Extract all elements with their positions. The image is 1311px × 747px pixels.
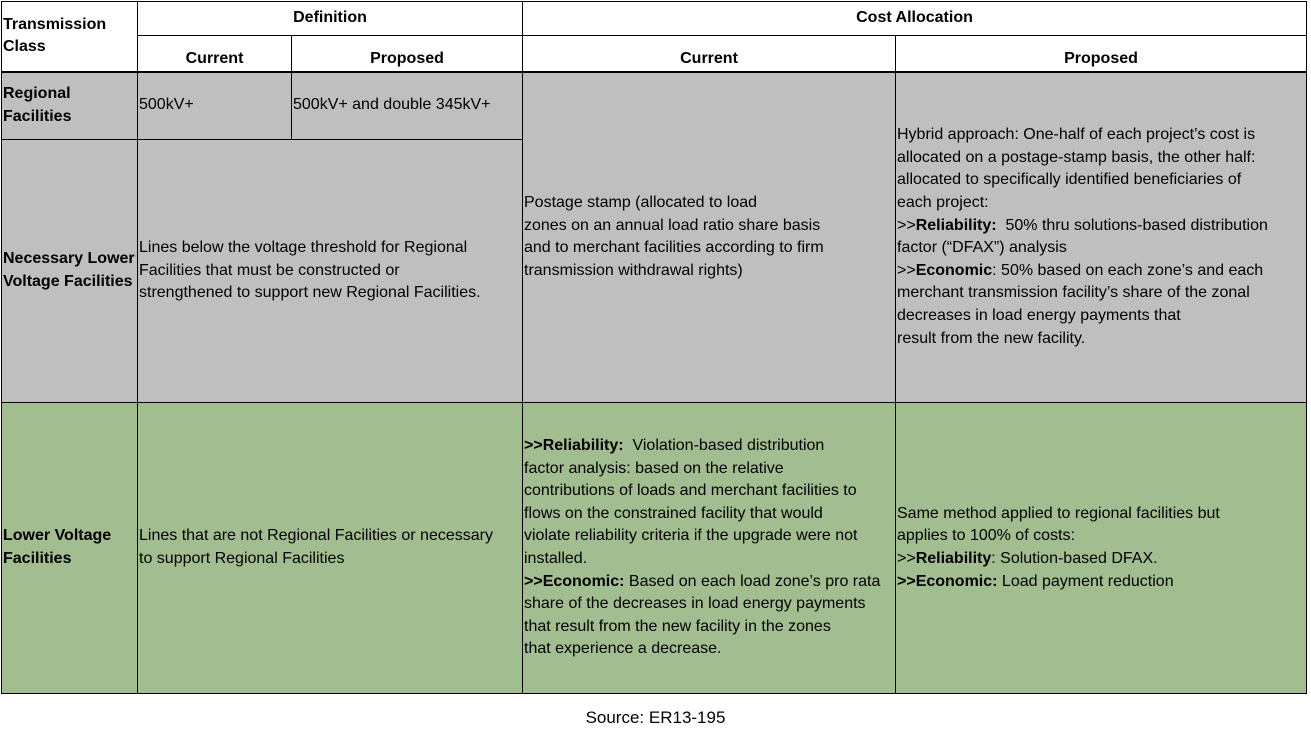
row-label-regional-facilities: Regional Facilities <box>2 72 138 140</box>
header-cost-proposed: Proposed <box>896 36 1307 72</box>
economic-label: Economic <box>915 261 993 279</box>
regional-definition-proposed: 500kV+ and double 345kV+ <box>292 72 523 140</box>
source-caption: Source: ER13-195 <box>585 708 726 727</box>
lower-voltage-cost-proposed: Same method applied to regional facilities but applies to 100% of costs: >>Reliability: Solution-based DFAX. >>Economic: Load payment reduction <box>896 403 1307 694</box>
transmission-cost-table <box>1 1 1307 694</box>
row-label-lower-voltage: Lower Voltage Facilities <box>2 403 138 694</box>
necessary-lower-definition: Lines below the voltage threshold for Regional Facilities that must be constructed or strengthened to support new Regional Facilities. <box>138 140 523 403</box>
header-definition-current: Current <box>138 36 292 72</box>
lower-voltage-definition: Lines that are not Regional Facilities or necessary to support Regional Facilities <box>138 403 523 694</box>
header-definition-proposed: Proposed <box>292 36 523 72</box>
shared-cost-proposed: Hybrid approach: One-half of each project’s cost is allocated on a postage-stamp basis, the other half: allocated to specifically identified beneficiaries of each project: >>Reliability: 50% thru solutions-based distribution factor (“DFAX”) analysis >>Economic: 50% based on each zone’s and each merchant transmission facility’s share of the zonal decreases in load energy payments that result from the new facility. <box>896 72 1307 403</box>
shared-cost-current: Postage stamp (allocated to load zones on an annual load ratio share basis and to merchant facilities according to firm transmission withdrawal rights) <box>523 72 896 403</box>
header-cost-current: Current <box>523 36 896 72</box>
header-cost-allocation: Cost Allocation <box>523 2 1307 36</box>
row-label-necessary-lower-voltage: Necessary Lower Voltage Facilities <box>2 140 138 403</box>
regional-definition-current: 500kV+ <box>138 72 292 140</box>
header-transmission-class: Transmission Class <box>2 2 138 72</box>
lower-voltage-cost-current: >>Reliability: Violation-based distribution factor analysis: based on the relative contributions of loads and merchant facilities to flows on the constrained facility that would violate reliability criteria if the upgrade were not installed. >>Economic: Based on each load zone’s pro rata share of the decreases in load energy payments that result from the new facility in the zones that experience a decrease. <box>523 403 896 694</box>
reliability-label: Reliability: <box>915 216 997 234</box>
header-definition: Definition <box>138 2 523 36</box>
